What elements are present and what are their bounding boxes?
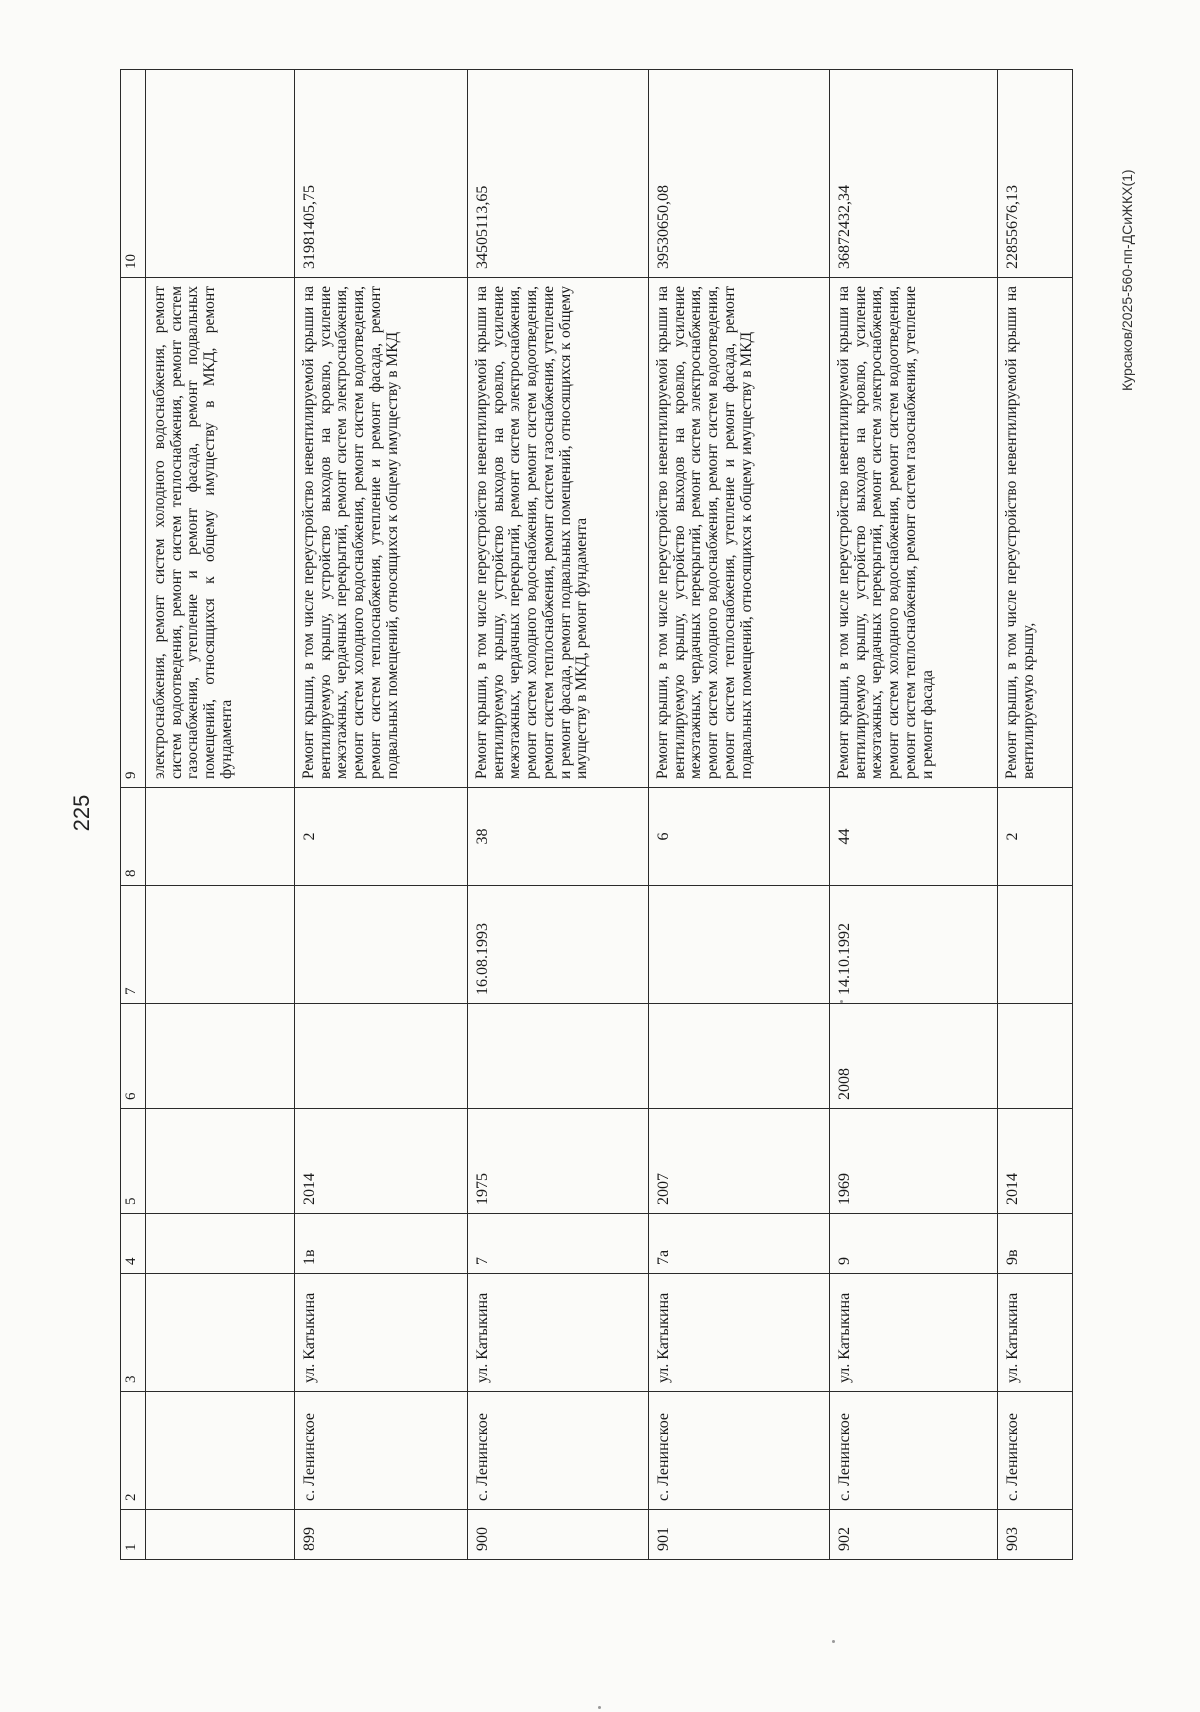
col7-cell	[295, 886, 468, 1004]
header-cell: 2	[121, 1392, 146, 1510]
table-row	[830, 70, 998, 1560]
row-number: 901	[649, 1510, 830, 1560]
col6-cell	[295, 1004, 468, 1109]
house-cell: 7	[468, 1214, 649, 1274]
col6-cell: 2008	[830, 1004, 998, 1109]
settlement-cell: с. Ленинское	[998, 1392, 1073, 1510]
table-row	[468, 70, 649, 1560]
cost-cell: 39530650,08	[649, 70, 830, 278]
works-table	[120, 69, 1073, 1560]
year-built-cell: 2014	[998, 1109, 1073, 1214]
header-cell: 3	[121, 1274, 146, 1392]
scan-speck	[840, 1000, 843, 1003]
table-row	[998, 70, 1073, 1560]
col8-cell: 2	[295, 788, 468, 886]
col7-cell: 14.10.1992	[830, 886, 998, 1004]
settlement-cell: с. Ленинское	[295, 1392, 468, 1510]
col7-cell: 16.08.1993	[468, 886, 649, 1004]
table-row	[649, 70, 830, 1560]
table-row	[295, 70, 468, 1560]
street-cell: ул. Катыкина	[830, 1274, 998, 1392]
works-cell: Ремонт крыши, в том числе переустройство невентилируемой крыши на вентилируемую крышу,	[998, 278, 1073, 788]
table-row-continuation	[146, 70, 295, 1560]
header-cell: 10	[121, 70, 146, 278]
street-cell: ул. Катыкина	[998, 1274, 1073, 1392]
header-cell: 9	[121, 278, 146, 788]
col8-cell: 2	[998, 788, 1073, 886]
empty-cell	[146, 1214, 295, 1274]
year-built-cell: 1969	[830, 1109, 998, 1214]
page-number: 225	[69, 794, 94, 832]
works-cell: Ремонт крыши, в том числе переустройство невентилируемой крыши на вентилируемую крышу, устройство выходов на кровлю, усиление межэтажных, чердачных перекрытий, ремонт систем электроснабжения, ремонт систем холодного водоснабжения, ремонт систем водоотведения, ремонт систем теплоснабжения, ремонт систем газоснабжения, утепление и ремонт фасада, ремонт подвальных помещений, относящихся к общему имуществу в МКД, ремонт фундамента	[468, 278, 649, 788]
col7-cell	[649, 886, 830, 1004]
header-cell: 7	[121, 886, 146, 1004]
year-built-cell: 2014	[295, 1109, 468, 1214]
house-cell: 7а	[649, 1214, 830, 1274]
rotated-table-container	[120, 70, 1060, 1560]
row-number: 902	[830, 1510, 998, 1560]
year-built-cell: 2007	[649, 1109, 830, 1214]
row-number: 899	[295, 1510, 468, 1560]
works-cell: Ремонт крыши, в том числе переустройство невентилируемой крыши на вентилируемую крышу, устройство выходов на кровлю, усиление межэтажных, чердачных перекрытий, ремонт систем электроснабжения, ремонт систем холодного водоснабжения, ремонт систем водоотведения, ремонт систем теплоснабжения, утепление и ремонт фасада, ремонт подвальных помещений, относящихся к общему имуществу в МКД	[649, 278, 830, 788]
row-number: 900	[468, 1510, 649, 1560]
col8-cell: 44	[830, 788, 998, 886]
header-cell: 1	[121, 1510, 146, 1560]
cost-cell: 36872432,34	[830, 70, 998, 278]
empty-cell	[146, 1004, 295, 1109]
works-cell: электроснабжения, ремонт систем холодного водоснабжения, ремонт систем водоотведения, ремонт систем теплоснабжения, ремонт систем газоснабжения, утепление и ремонт фасада, ремонт подвальных помещений, относящихся к общему имуществу в МКД, ремонт фундамента	[146, 278, 295, 788]
cost-cell: 34505113,65	[468, 70, 649, 278]
empty-cell	[146, 1392, 295, 1510]
cost-cell: 31981405,75	[295, 70, 468, 278]
col6-cell	[998, 1004, 1073, 1109]
empty-cell	[146, 1274, 295, 1392]
header-row	[121, 70, 146, 1560]
header-cell: 8	[121, 788, 146, 886]
row-number: 903	[998, 1510, 1073, 1560]
col8-cell: 38	[468, 788, 649, 886]
street-cell: ул. Катыкина	[468, 1274, 649, 1392]
empty-cell	[146, 788, 295, 886]
house-cell: 9в	[998, 1214, 1073, 1274]
document-code: Курсаков/2025-560-пп-ДСиЖКХ(1)	[1119, 169, 1135, 391]
header-cell: 4	[121, 1214, 146, 1274]
house-cell: 9	[830, 1214, 998, 1274]
empty-cell	[146, 886, 295, 1004]
scan-speck	[598, 1706, 601, 1709]
settlement-cell: с. Ленинское	[830, 1392, 998, 1510]
year-built-cell: 1975	[468, 1109, 649, 1214]
works-cell: Ремонт крыши, в том числе переустройство невентилируемой крыши на вентилируемую крышу, устройство выходов на кровлю, усиление межэтажных, чердачных перекрытий, ремонт систем электроснабжения, ремонт систем холодного водоснабжения, ремонт систем водоотведения, ремонт систем теплоснабжения, утепление и ремонт фасада, ремонт подвальных помещений, относящихся к общему имуществу в МКД	[295, 278, 468, 788]
street-cell: ул. Катыкина	[295, 1274, 468, 1392]
settlement-cell: с. Ленинское	[649, 1392, 830, 1510]
empty-cell	[146, 70, 295, 278]
col6-cell	[468, 1004, 649, 1109]
col8-cell: 6	[649, 788, 830, 886]
settlement-cell: с. Ленинское	[468, 1392, 649, 1510]
col6-cell	[649, 1004, 830, 1109]
empty-cell	[146, 1109, 295, 1214]
house-cell: 1в	[295, 1214, 468, 1274]
street-cell: ул. Катыкина	[649, 1274, 830, 1392]
cost-cell: 22855676,13	[998, 70, 1073, 278]
empty-cell	[146, 1510, 295, 1560]
col7-cell	[998, 886, 1073, 1004]
works-cell: Ремонт крыши, в том числе переустройство невентилируемой крыши на вентилируемую крышу, устройство выходов на кровлю, усиление межэтажных, чердачных перекрытий, ремонт систем электроснабжения, ремонт систем холодного водоснабжения, ремонт систем водоотведения, ремонт систем теплоснабжения, ремонт систем газоснабжения, утепление и ремонт фасада	[830, 278, 998, 788]
header-cell: 5	[121, 1109, 146, 1214]
scan-speck	[832, 1640, 835, 1643]
header-cell: 6	[121, 1004, 146, 1109]
